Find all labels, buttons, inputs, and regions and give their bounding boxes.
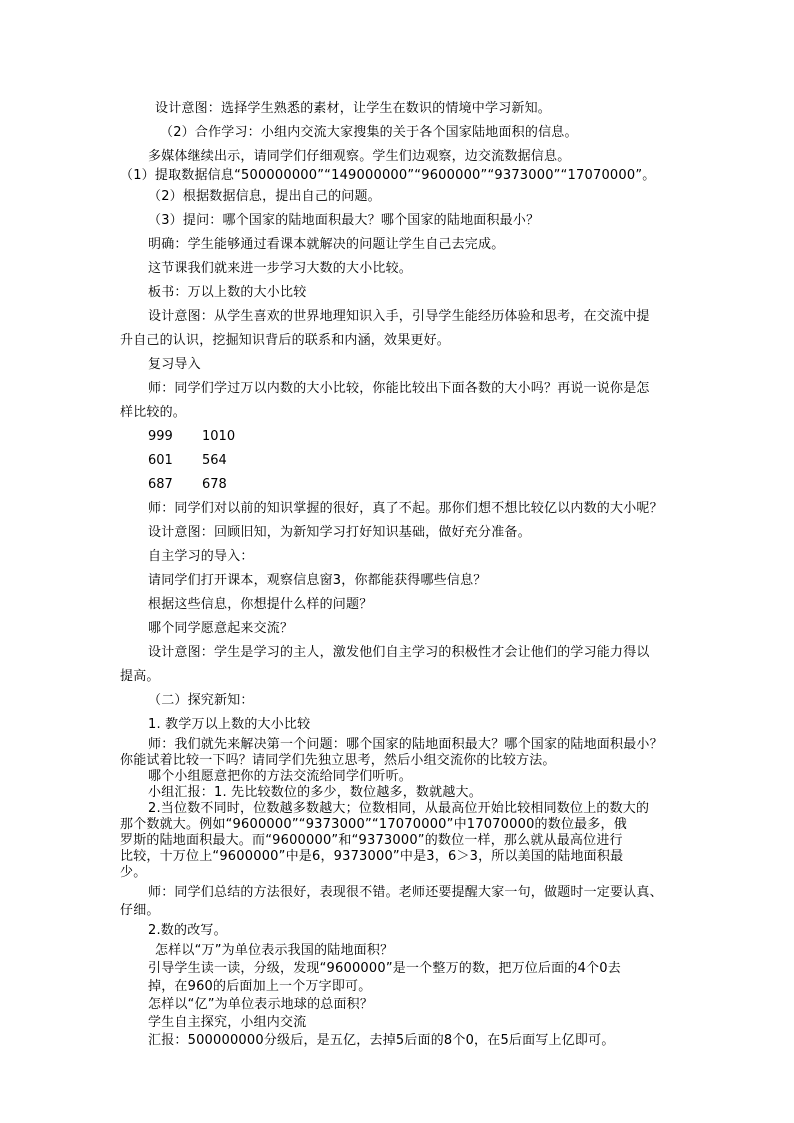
- text-line: 多媒体继续出示，请同学们仔细观察。学生们边观察，边交流数据信息。: [148, 149, 571, 164]
- text-line: 师：我们就先来解决第一个问题：哪个国家的陆地面积最大？哪个国家的陆地面积最小？: [148, 737, 663, 752]
- number-left: 687: [148, 477, 173, 492]
- text-line: 师：同学们总结的方法很好，表现很不错。老师还要提醒大家一句，做题时一定要认真、: [148, 885, 663, 900]
- number-left: 601: [148, 453, 173, 468]
- text-line: 引导学生读一读，分级，发现“9600000”是一个整万的数，把万位后面的4个0去: [148, 961, 621, 976]
- text-line: 样比较的。: [120, 405, 187, 420]
- text-line: 设计意图：从学生喜欢的世界地理知识入手，引导学生能经历体验和思考，在交流中提: [148, 309, 650, 324]
- text-line: 自主学习的导入：: [148, 549, 254, 564]
- text-line: 设计意图：回顾旧知，为新知学习打好知识基础，做好充分准备。: [148, 525, 531, 540]
- text-line: 根据这些信息，你想提什么样的问题？: [148, 597, 373, 612]
- text-line: 怎样以“万”为单位表示我国的陆地面积？: [155, 943, 394, 958]
- text-line: 少。: [120, 865, 147, 880]
- number-right: 1010: [202, 429, 236, 444]
- text-line: （3）提问：哪个国家的陆地面积最大？哪个国家的陆地面积最小？: [148, 213, 540, 228]
- text-line: 怎样以“亿”为单位表示地球的总面积？: [148, 997, 374, 1012]
- text-line: 师：同学们对以前的知识掌握的很好，真了不起。那你们想不想比较亿以内数的大小呢？: [148, 501, 663, 516]
- text-line: 那个数就大。例如“9600000”“9373000”“17070000”中17070000的数位最多，俄: [120, 817, 627, 832]
- number-pair-row: [148, 429, 235, 445]
- subsection-heading: 2.数的改写。: [148, 923, 227, 938]
- section-heading: （二）探究新知：: [148, 693, 254, 708]
- section-heading: 复习导入: [148, 357, 201, 372]
- subsection-heading: 1. 教学万以上数的大小比较: [148, 717, 311, 732]
- text-line: 设计意图：选择学生熟悉的素材，让学生在数识的情境中学习新知。: [155, 101, 552, 116]
- text-line: （1）提取数据信息“500000000”“149000000”“9600000”“9373000”“17070000”。: [120, 168, 656, 183]
- text-line: 师：同学们学过万以内数的大小比较，你能比较出下面各数的大小吗？再说一说你是怎: [148, 381, 650, 396]
- text-line: 2.当位数不同时，位数越多数越大；位数相同，从最高位开始比较相同数位上的数大的: [148, 801, 650, 816]
- text-line: 升自己的认识，挖掘知识背后的联系和内涵，效果更好。: [120, 333, 451, 348]
- text-line: 板书：万以上数的大小比较: [148, 285, 307, 300]
- number-left: 999: [148, 429, 173, 444]
- number-right: 564: [202, 453, 227, 468]
- text-line: 仔细。: [120, 903, 160, 918]
- text-line: 请同学们打开课本，观察信息窗3，你都能获得哪些信息？: [148, 573, 487, 588]
- number-pair-row: [148, 453, 227, 469]
- text-line: （2）合作学习：小组内交流大家搜集的关于各个国家陆地面积的信息。: [160, 125, 578, 140]
- number-right: 678: [202, 477, 227, 492]
- text-line: 提高。: [120, 669, 160, 684]
- text-line: 哪个同学愿意起来交流？: [148, 621, 294, 636]
- text-line: 比较，十万位上“9600000”中是6，9373000”中是3，6＞3，所以美国的陆地面积最: [120, 849, 624, 864]
- text-line: 汇报：500000000分级后，是五亿，去掉5后面的8个0，在5后面写上亿即可。: [148, 1033, 615, 1048]
- text-line: 罗斯的陆地面积最大。而“9600000”和“9373000”的数位一样，那么就从最高位进行: [120, 833, 623, 848]
- text-line: 掉，在960的后面加上一个万字即可。: [148, 979, 372, 994]
- text-line: 学生自主探究，小组内交流: [148, 1015, 307, 1030]
- text-line: 哪个小组愿意把你的方法交流给同学们听听。: [148, 769, 413, 784]
- text-line: 设计意图：学生是学习的主人，激发他们自主学习的积极性才会让他们的学习能力得以: [148, 645, 650, 660]
- text-line: 明确：学生能够通过看课本就解决的问题让学生自己去完成。: [148, 237, 505, 252]
- text-line: 小组汇报：1. 先比较数位的多少，数位越多，数就越大。: [148, 785, 482, 800]
- text-line: 这节课我们就来进一步学习大数的大小比较。: [148, 261, 413, 276]
- text-line: （2）根据数据信息，提出自己的问题。: [148, 189, 381, 204]
- text-line: 你能试着比较一下吗？请同学们先独立思考，然后小组交流你的比较方法。: [120, 753, 556, 768]
- number-pair-row: [148, 477, 227, 493]
